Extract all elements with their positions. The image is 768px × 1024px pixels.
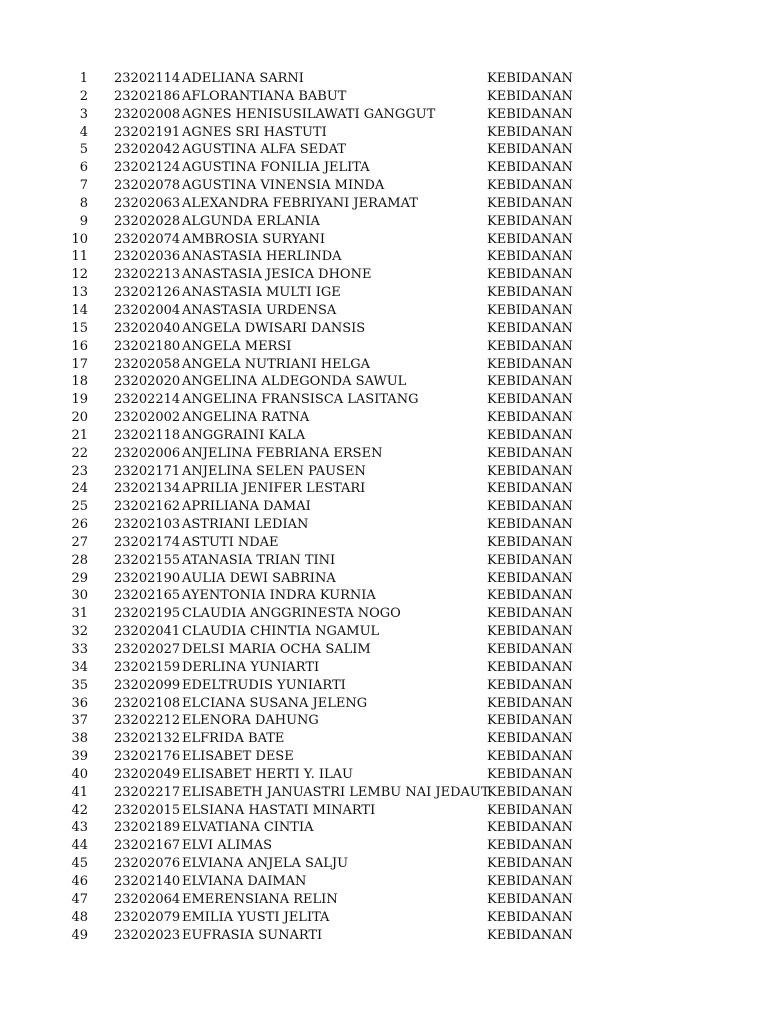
student-id: 23202008 xyxy=(114,106,181,122)
student-id: 23202099 xyxy=(114,677,181,693)
table-row xyxy=(0,88,768,106)
table-row xyxy=(0,338,768,356)
table-row xyxy=(0,159,768,177)
row-number: 7 xyxy=(79,178,88,194)
row-number: 37 xyxy=(71,713,88,729)
row-number: 17 xyxy=(71,356,88,372)
row-number: 20 xyxy=(71,410,88,426)
student-name: AGNES HENISUSILAWATI GANGGUT xyxy=(182,106,436,122)
row-number: 47 xyxy=(71,891,88,907)
student-id: 23202174 xyxy=(114,534,181,550)
table-row xyxy=(0,266,768,284)
student-name: ANGELINA RATNA xyxy=(182,410,310,426)
row-number: 26 xyxy=(71,517,88,533)
student-id: 23202171 xyxy=(114,463,181,479)
student-name: ANJELINA FEBRIANA ERSEN xyxy=(182,445,383,461)
student-id: 23202004 xyxy=(114,302,181,318)
row-number: 5 xyxy=(79,142,88,158)
student-name: DELSI MARIA OCHA SALIM xyxy=(182,642,371,657)
table-row xyxy=(0,712,768,730)
study-program: KEBIDANAN xyxy=(487,606,573,622)
table-row xyxy=(0,695,768,713)
student-name: ANGELA MERSI xyxy=(182,338,292,354)
student-name: ANASTASIA URDENSA xyxy=(182,302,337,318)
table-row xyxy=(0,106,768,124)
student-id: 23202190 xyxy=(114,570,181,586)
table-row xyxy=(0,427,768,445)
student-name: AGUSTINA ALFA SEDAT xyxy=(182,142,346,158)
table-row xyxy=(0,141,768,159)
student-name: ADELIANA SARNI xyxy=(182,71,304,86)
study-program: KEBIDANAN xyxy=(487,445,573,461)
student-name: APRILIA JENIFER LESTARI xyxy=(182,481,366,497)
student-name: CLAUDIA ANGGRINESTA NOGO xyxy=(182,606,401,622)
table-row xyxy=(0,766,768,784)
table-row xyxy=(0,891,768,909)
table-row xyxy=(0,516,768,534)
student-name: ELVI ALIMAS xyxy=(182,838,272,854)
study-program: KEBIDANAN xyxy=(487,195,573,211)
table-row xyxy=(0,855,768,873)
student-name: ALGUNDA ERLANIA xyxy=(182,213,320,229)
student-id: 23202074 xyxy=(114,231,181,247)
table-row xyxy=(0,320,768,338)
study-program: KEBIDANAN xyxy=(487,410,573,426)
row-number: 10 xyxy=(71,231,88,247)
student-name: AULIA DEWI SABRINA xyxy=(182,570,336,586)
row-number: 23 xyxy=(71,463,88,479)
row-number: 45 xyxy=(71,856,88,872)
study-program: KEBIDANAN xyxy=(487,481,573,497)
student-name: APRILIANA DAMAI xyxy=(182,499,311,515)
study-program: KEBIDANAN xyxy=(487,766,573,782)
table-row xyxy=(0,570,768,588)
row-number: 48 xyxy=(71,909,88,925)
study-program: KEBIDANAN xyxy=(487,71,573,86)
study-program: KEBIDANAN xyxy=(487,213,573,229)
study-program: KEBIDANAN xyxy=(487,249,573,265)
student-id: 23202058 xyxy=(114,356,181,372)
student-id: 23202165 xyxy=(114,588,181,604)
student-id: 23202195 xyxy=(114,606,181,622)
study-program: KEBIDANAN xyxy=(487,338,573,354)
student-name: ANASTASIA JESICA DHONE xyxy=(182,267,372,283)
table-row xyxy=(0,195,768,213)
student-name: ELVATIANA CINTIA xyxy=(182,820,314,836)
student-name: ELVIANA DAIMAN xyxy=(182,873,307,889)
student-name: ANASTASIA HERLINDA xyxy=(182,249,342,265)
student-id: 23202214 xyxy=(114,392,181,408)
study-program: KEBIDANAN xyxy=(487,588,573,604)
student-id: 23202126 xyxy=(114,285,181,301)
student-id: 23202042 xyxy=(114,142,181,158)
student-id: 23202078 xyxy=(114,178,181,194)
student-id: 23202006 xyxy=(114,445,181,461)
student-name: AMBROSIA SURYANI xyxy=(182,231,325,247)
row-number: 2 xyxy=(79,88,88,104)
student-name: ELCIANA SUSANA JELENG xyxy=(182,695,368,711)
study-program: KEBIDANAN xyxy=(487,427,573,443)
study-program: KEBIDANAN xyxy=(487,909,573,925)
student-list xyxy=(0,70,768,944)
student-name: ELISABET HERTI Y. ILAU xyxy=(182,766,354,782)
student-name: ASTUTI NDAE xyxy=(182,534,279,550)
student-id: 23202155 xyxy=(114,552,181,568)
row-number: 38 xyxy=(71,731,88,747)
table-row xyxy=(0,373,768,391)
student-name: EMILIA YUSTI JELITA xyxy=(182,909,330,925)
row-number: 43 xyxy=(71,820,88,836)
row-number: 40 xyxy=(71,766,88,782)
student-id: 23202103 xyxy=(114,517,181,533)
student-id: 23202063 xyxy=(114,195,181,211)
student-name: EUFRASIA SUNARTI xyxy=(182,927,323,943)
student-id: 23202186 xyxy=(114,88,181,104)
table-row xyxy=(0,659,768,677)
table-row xyxy=(0,248,768,266)
student-name: AGNES SRI HASTUTI xyxy=(182,124,327,140)
student-id: 23202108 xyxy=(114,695,181,711)
study-program: KEBIDANAN xyxy=(487,142,573,158)
student-id: 23202114 xyxy=(114,71,181,86)
study-program: KEBIDANAN xyxy=(487,642,573,657)
table-row xyxy=(0,213,768,231)
table-row xyxy=(0,356,768,374)
study-program: KEBIDANAN xyxy=(487,927,573,943)
table-row xyxy=(0,534,768,552)
study-program: KEBIDANAN xyxy=(487,267,573,283)
table-row xyxy=(0,391,768,409)
student-name: ANASTASIA MULTI IGE xyxy=(182,285,341,301)
study-program: KEBIDANAN xyxy=(487,517,573,533)
table-row xyxy=(0,927,768,945)
row-number: 33 xyxy=(71,642,88,657)
table-row xyxy=(0,231,768,249)
row-number: 30 xyxy=(71,588,88,604)
student-name: ALEXANDRA FEBRIYANI JERAMAT xyxy=(182,195,418,211)
table-row xyxy=(0,837,768,855)
student-name: AYENTONIA INDRA KURNIA xyxy=(182,588,376,604)
study-program: KEBIDANAN xyxy=(487,820,573,836)
row-number: 21 xyxy=(71,427,88,443)
study-program: KEBIDANAN xyxy=(487,838,573,854)
student-id: 23202180 xyxy=(114,338,181,354)
table-row xyxy=(0,409,768,427)
student-id: 23202217 xyxy=(114,784,181,800)
row-number: 8 xyxy=(79,195,88,211)
student-id: 23202134 xyxy=(114,481,181,497)
row-number: 6 xyxy=(79,160,88,176)
row-number: 35 xyxy=(71,677,88,693)
student-name: ANGELINA FRANSISCA LASITANG xyxy=(182,392,419,408)
study-program: KEBIDANAN xyxy=(487,534,573,550)
table-row xyxy=(0,70,768,88)
student-id: 23202079 xyxy=(114,909,181,925)
study-program: KEBIDANAN xyxy=(487,231,573,247)
study-program: KEBIDANAN xyxy=(487,124,573,140)
student-id: 23202027 xyxy=(114,642,181,657)
row-number: 49 xyxy=(71,927,88,943)
row-number: 44 xyxy=(71,838,88,854)
study-program: KEBIDANAN xyxy=(487,463,573,479)
student-name: DERLINA YUNIARTI xyxy=(182,659,320,675)
study-program: KEBIDANAN xyxy=(487,802,573,818)
student-id: 23202023 xyxy=(114,927,181,943)
student-id: 23202028 xyxy=(114,213,181,229)
row-number: 36 xyxy=(71,695,88,711)
student-id: 23202176 xyxy=(114,749,181,765)
row-number: 19 xyxy=(71,392,88,408)
study-program: KEBIDANAN xyxy=(487,302,573,318)
row-number: 9 xyxy=(79,213,88,229)
table-row xyxy=(0,784,768,802)
study-program: KEBIDANAN xyxy=(487,695,573,711)
study-program: KEBIDANAN xyxy=(487,570,573,586)
row-number: 16 xyxy=(71,338,88,354)
student-name: ATANASIA TRIAN TINI xyxy=(182,552,336,568)
study-program: KEBIDANAN xyxy=(487,88,573,104)
student-name: ASTRIANI LEDIAN xyxy=(182,517,309,533)
row-number: 32 xyxy=(71,624,88,640)
study-program: KEBIDANAN xyxy=(487,374,573,390)
row-number: 18 xyxy=(71,374,88,390)
student-id: 23202191 xyxy=(114,124,181,140)
table-row xyxy=(0,587,768,605)
student-name: EMERENSIANA RELIN xyxy=(182,891,338,907)
row-number: 24 xyxy=(71,481,88,497)
row-number: 46 xyxy=(71,873,88,889)
row-number: 15 xyxy=(71,320,88,336)
study-program: KEBIDANAN xyxy=(487,784,573,800)
student-id: 23202213 xyxy=(114,267,181,283)
student-id: 23202040 xyxy=(114,320,181,336)
row-number: 29 xyxy=(71,570,88,586)
table-row xyxy=(0,605,768,623)
table-row xyxy=(0,124,768,142)
study-program: KEBIDANAN xyxy=(487,285,573,301)
student-id: 23202036 xyxy=(114,249,181,265)
table-row xyxy=(0,730,768,748)
table-row xyxy=(0,819,768,837)
row-number: 3 xyxy=(79,106,88,122)
student-id: 23202212 xyxy=(114,713,181,729)
student-name: AGUSTINA FONILIA JELITA xyxy=(182,160,370,176)
student-id: 23202076 xyxy=(114,856,181,872)
student-id: 23202049 xyxy=(114,766,181,782)
student-name: ANGGRAINI KALA xyxy=(182,427,306,443)
study-program: KEBIDANAN xyxy=(487,178,573,194)
student-id: 23202132 xyxy=(114,731,181,747)
row-number: 28 xyxy=(71,552,88,568)
study-program: KEBIDANAN xyxy=(487,856,573,872)
student-id: 23202064 xyxy=(114,891,181,907)
student-id: 23202162 xyxy=(114,499,181,515)
student-id: 23202140 xyxy=(114,873,181,889)
row-number: 11 xyxy=(71,249,88,265)
student-id: 23202002 xyxy=(114,410,181,426)
table-row xyxy=(0,677,768,695)
table-row xyxy=(0,302,768,320)
study-program: KEBIDANAN xyxy=(487,499,573,515)
table-row xyxy=(0,641,768,659)
study-program: KEBIDANAN xyxy=(487,320,573,336)
student-id: 23202167 xyxy=(114,838,181,854)
student-name: ELENORA DAHUNG xyxy=(182,713,319,729)
table-row xyxy=(0,463,768,481)
study-program: KEBIDANAN xyxy=(487,624,573,640)
study-program: KEBIDANAN xyxy=(487,106,573,122)
study-program: KEBIDANAN xyxy=(487,677,573,693)
table-row xyxy=(0,909,768,927)
table-row xyxy=(0,445,768,463)
row-number: 12 xyxy=(71,267,88,283)
student-name: ANJELINA SELEN PAUSEN xyxy=(182,463,366,479)
row-number: 41 xyxy=(71,784,88,800)
student-id: 23202041 xyxy=(114,624,181,640)
study-program: KEBIDANAN xyxy=(487,356,573,372)
student-name: EDELTRUDIS YUNIARTI xyxy=(182,677,346,693)
student-name: ELISABETH JANUASTRI LEMBU NAI JEDAUT xyxy=(182,784,490,800)
student-id: 23202118 xyxy=(114,427,181,443)
row-number: 1 xyxy=(79,71,88,86)
study-program: KEBIDANAN xyxy=(487,749,573,765)
table-row xyxy=(0,552,768,570)
row-number: 27 xyxy=(71,534,88,550)
student-id: 23202020 xyxy=(114,374,181,390)
student-name: CLAUDIA CHINTIA NGAMUL xyxy=(182,624,380,640)
table-row xyxy=(0,748,768,766)
row-number: 22 xyxy=(71,445,88,461)
student-name: AFLORANTIANA BABUT xyxy=(182,88,347,104)
table-row xyxy=(0,623,768,641)
study-program: KEBIDANAN xyxy=(487,392,573,408)
table-row xyxy=(0,177,768,195)
student-name: ANGELA DWISARI DANSIS xyxy=(182,320,366,336)
row-number: 31 xyxy=(71,606,88,622)
table-row xyxy=(0,480,768,498)
row-number: 13 xyxy=(71,285,88,301)
student-id: 23202189 xyxy=(114,820,181,836)
student-id: 23202159 xyxy=(114,659,181,675)
row-number: 4 xyxy=(79,124,88,140)
study-program: KEBIDANAN xyxy=(487,873,573,889)
study-program: KEBIDANAN xyxy=(487,891,573,907)
student-name: ELVIANA ANJELA SALJU xyxy=(182,856,349,872)
student-id: 23202015 xyxy=(114,802,181,818)
row-number: 25 xyxy=(71,499,88,515)
table-row xyxy=(0,284,768,302)
student-name: AGUSTINA VINENSIA MINDA xyxy=(182,178,385,194)
row-number: 39 xyxy=(71,749,88,765)
student-name: ELISABET DESE xyxy=(182,749,294,765)
row-number: 14 xyxy=(71,302,88,318)
row-number: 42 xyxy=(71,802,88,818)
study-program: KEBIDANAN xyxy=(487,552,573,568)
table-row xyxy=(0,873,768,891)
study-program: KEBIDANAN xyxy=(487,659,573,675)
table-row xyxy=(0,498,768,516)
study-program: KEBIDANAN xyxy=(487,713,573,729)
study-program: KEBIDANAN xyxy=(487,160,573,176)
student-id: 23202124 xyxy=(114,160,181,176)
student-name: ANGELA NUTRIANI HELGA xyxy=(182,356,370,372)
study-program: KEBIDANAN xyxy=(487,731,573,747)
student-name: ELSIANA HASTATI MINARTI xyxy=(182,802,376,818)
student-name: ELFRIDA BATE xyxy=(182,731,285,747)
table-row xyxy=(0,802,768,820)
student-name: ANGELINA ALDEGONDA SAWUL xyxy=(182,374,407,390)
row-number: 34 xyxy=(71,659,88,675)
